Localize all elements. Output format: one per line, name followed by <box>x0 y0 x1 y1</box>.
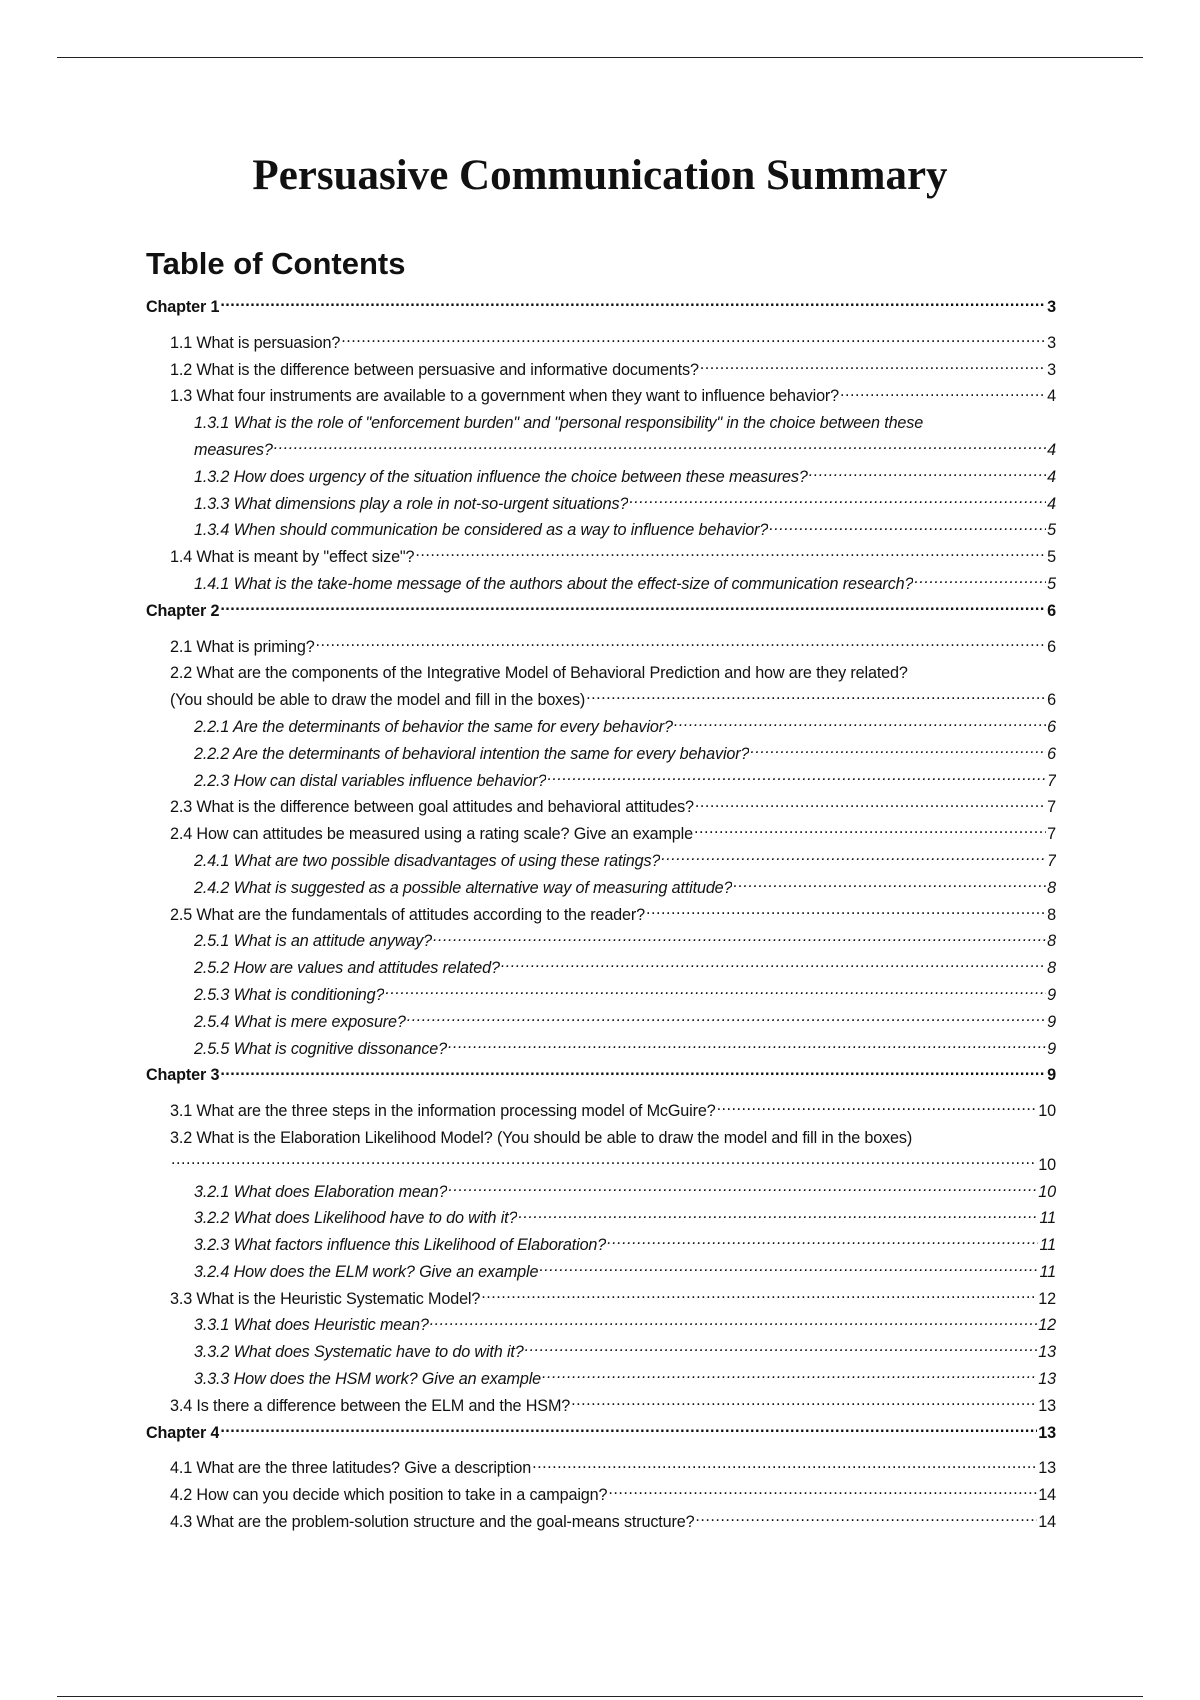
toc-entry-page-number: 11 <box>1039 1236 1056 1255</box>
toc-entry-continuation <box>170 1152 1056 1179</box>
toc-entry-page-number: 4 <box>1047 467 1056 486</box>
toc-entry-title: 2.5.5 What is cognitive dissonance? <box>194 1039 447 1058</box>
toc-chapter-entry[interactable] <box>146 1420 1056 1447</box>
toc-entry-title: Chapter 3 <box>146 1066 220 1085</box>
toc-entry-page-number: 3 <box>1047 360 1056 379</box>
toc-dot-leader <box>500 957 1046 973</box>
footer-rule <box>57 1696 1143 1697</box>
toc-entry[interactable] <box>146 1036 1056 1063</box>
toc-entry[interactable] <box>146 383 1056 410</box>
toc-entry-page-number: 12 <box>1038 1316 1056 1335</box>
toc-dot-leader <box>607 1484 1037 1500</box>
toc-entry-title: Chapter 2 <box>146 601 220 620</box>
toc-entry[interactable] <box>146 741 1056 768</box>
toc-entry[interactable] <box>146 848 1056 875</box>
toc-entry[interactable] <box>146 794 1056 821</box>
toc-entry-title: 2.5.4 What is mere exposure? <box>194 1012 406 1031</box>
toc-entry-page-number: 9 <box>1047 985 1056 1004</box>
toc-entry-title: 1.4.1 What is the take-home message of the authors about the effect-size of communication research? <box>194 574 914 593</box>
toc-entry-title: 3.1 What are the three steps in the information processing model of McGuire? <box>170 1102 716 1121</box>
toc-entry-title: 2.3 What is the difference between goal attitudes and behavioral attitudes? <box>170 798 694 817</box>
document-title: Persuasive Communication Summary <box>252 152 948 199</box>
toc-entry-title: 3.3 What is the Heuristic Systematic Model? <box>170 1289 481 1308</box>
toc-entry[interactable] <box>146 982 1056 1009</box>
toc-entry-page-number: 8 <box>1047 878 1056 897</box>
toc-dot-leader <box>541 1368 1037 1384</box>
toc-entry-page-number: 7 <box>1047 771 1056 790</box>
toc-dot-leader <box>839 385 1046 401</box>
toc-dot-leader <box>716 1100 1038 1116</box>
toc-dot-leader <box>340 332 1046 348</box>
toc-entry[interactable] <box>146 1125 1056 1179</box>
toc-entry-continuation <box>194 437 1056 464</box>
toc-entry-page-number: 7 <box>1047 825 1056 844</box>
toc-entry-page-number: 6 <box>1047 691 1056 710</box>
toc-entry-title: 3.3.1 What does Heuristic mean? <box>194 1316 429 1335</box>
toc-entry[interactable] <box>146 1455 1056 1482</box>
toc-entry[interactable] <box>146 1509 1056 1536</box>
toc-entry[interactable] <box>146 410 1056 464</box>
toc-entry-page-number: 5 <box>1047 574 1056 593</box>
toc-entry[interactable] <box>146 660 1056 714</box>
toc-entry-title: 1.3.3 What dimensions play a role in not-so-urgent situations? <box>194 494 629 513</box>
toc-entry-page-number: 11 <box>1039 1262 1056 1281</box>
table-of-contents <box>146 294 1056 1536</box>
toc-dot-leader <box>694 1511 1037 1527</box>
toc-entry-page-number: 8 <box>1047 959 1056 978</box>
toc-entry-title: 2.5.1 What is an attitude anyway? <box>194 932 433 951</box>
toc-entry[interactable] <box>146 1393 1056 1420</box>
toc-dot-leader <box>531 1457 1037 1473</box>
toc-entry-page-number: 6 <box>1047 601 1056 620</box>
toc-entry-title: 2.4 How can attitudes be measured using a rating scale? Give an example <box>170 825 693 844</box>
toc-entry-page-number: 9 <box>1047 1039 1056 1058</box>
toc-dot-leader <box>628 492 1046 508</box>
toc-dot-leader <box>570 1395 1037 1411</box>
toc-dot-leader <box>273 439 1046 455</box>
toc-entry-page-number: 8 <box>1047 905 1056 924</box>
toc-entry-title: 2.2.3 How can distal variables influence behavior? <box>194 771 547 790</box>
toc-entry-title: 1.3 What four instruments are available to a government when they want to influence behavior? <box>170 387 840 406</box>
toc-entry[interactable] <box>146 517 1056 544</box>
toc-entry-title: 3.4 Is there a difference between the ELM and the HSM? <box>170 1396 571 1415</box>
toc-entry[interactable] <box>146 928 1056 955</box>
toc-entry[interactable] <box>146 1259 1056 1286</box>
toc-dot-leader <box>913 573 1046 589</box>
toc-entry-title: 2.4.1 What are two possible disadvantages of using these ratings? <box>194 851 661 870</box>
toc-entry-title: 1.3.4 When should communication be considered as a way to influence behavior? <box>194 521 769 540</box>
toc-entry-title: 3.2.4 How does the ELM work? Give an example <box>194 1262 539 1281</box>
toc-entry-title: 1.4 What is meant by "effect size"? <box>170 548 415 567</box>
toc-entry[interactable] <box>146 1366 1056 1393</box>
toc-entry-page-number: 4 <box>1047 387 1056 406</box>
toc-entry-page-number: 10 <box>1038 1155 1056 1174</box>
toc-dot-leader <box>429 1314 1038 1330</box>
toc-entry-title-line-1: 2.2 What are the components of the Integrative Model of Behavioral Prediction and how are they related? <box>170 664 908 683</box>
toc-entry-page-number: 9 <box>1047 1066 1056 1085</box>
toc-dot-leader <box>406 1011 1046 1027</box>
toc-entry-title: 2.5 What are the fundamentals of attitudes according to the reader? <box>170 905 645 924</box>
toc-entry-page-number: 6 <box>1047 637 1056 656</box>
toc-entry[interactable] <box>146 1098 1056 1125</box>
toc-entry-title: 2.1 What is priming? <box>170 637 315 656</box>
toc-entry[interactable] <box>146 1179 1056 1206</box>
toc-entry-title-line-1: 1.3.1 What is the role of "enforcement burden" and "personal responsibility" in the choice between these <box>194 414 924 433</box>
toc-dot-leader <box>480 1288 1037 1304</box>
toc-entry[interactable] <box>146 491 1056 518</box>
toc-dot-leader <box>219 600 1046 616</box>
toc-entry-page-number: 6 <box>1047 717 1056 736</box>
toc-entry-page-number: 13 <box>1038 1423 1056 1442</box>
toc-dot-leader <box>517 1207 1038 1223</box>
toc-dot-leader <box>660 850 1046 866</box>
toc-entry-continuation <box>170 687 1056 714</box>
header-rule <box>57 57 1143 58</box>
toc-entry-page-number: 13 <box>1038 1459 1056 1478</box>
toc-entry[interactable] <box>146 1339 1056 1366</box>
toc-entry-page-number: 4 <box>1047 440 1056 459</box>
toc-dot-leader <box>768 519 1046 535</box>
toc-entry-title: 1.3.2 How does urgency of the situation influence the choice between these measures? <box>194 467 808 486</box>
toc-entry[interactable] <box>146 955 1056 982</box>
toc-dot-leader <box>732 877 1046 893</box>
toc-dot-leader <box>447 1180 1037 1196</box>
toc-entry-title-line-1: 3.2 What is the Elaboration Likelihood Model? (You should be able to draw the model and fill in the boxes) <box>170 1128 913 1147</box>
toc-entry[interactable] <box>146 1205 1056 1232</box>
toc-entry-title: 3.3.2 What does Systematic have to do with it? <box>194 1343 524 1362</box>
toc-entry[interactable] <box>146 768 1056 795</box>
toc-entry-page-number: 10 <box>1038 1182 1056 1201</box>
toc-entry[interactable] <box>146 464 1056 491</box>
toc-entry-title: Chapter 4 <box>146 1423 220 1442</box>
toc-dot-leader <box>673 716 1046 732</box>
toc-dot-leader <box>749 743 1046 759</box>
toc-entry-title: Chapter 1 <box>146 298 220 316</box>
toc-entry-title: 1.2 What is the difference between persuasive and informative documents? <box>170 360 699 379</box>
toc-entry-title: 2.5.2 How are values and attitudes related? <box>194 959 500 978</box>
toc-entry[interactable] <box>146 821 1056 848</box>
toc-entry[interactable] <box>146 634 1056 661</box>
toc-entry-page-number: 4 <box>1047 494 1056 513</box>
toc-entry-title: 4.3 What are the problem-solution structure and the goal-means structure? <box>170 1513 695 1532</box>
toc-entry-page-number: 5 <box>1047 548 1056 567</box>
toc-entry-page-number: 8 <box>1047 932 1056 951</box>
toc-entry-title: 3.2.3 What factors influence this Likelihood of Elaboration? <box>194 1236 607 1255</box>
toc-dot-leader <box>432 930 1046 946</box>
toc-entry[interactable] <box>146 1009 1056 1036</box>
toc-entry-page-number: 6 <box>1047 744 1056 763</box>
toc-entry-title: 2.2.2 Are the determinants of behavioral intention the same for every behavior? <box>194 744 750 763</box>
toc-entry[interactable] <box>146 1232 1056 1259</box>
toc-entry-page-number: 7 <box>1047 851 1056 870</box>
toc-dot-leader <box>414 546 1046 562</box>
toc-entry-title: 4.1 What are the three latitudes? Give a description <box>170 1459 532 1478</box>
toc-heading: Table of Contents <box>146 246 406 281</box>
toc-dot-leader <box>315 635 1047 651</box>
toc-entry-page-number: 11 <box>1039 1209 1056 1228</box>
toc-entry-page-number: 12 <box>1038 1289 1056 1308</box>
toc-entry-title: 2.2.1 Are the determinants of behavior the same for every behavior? <box>194 717 673 736</box>
toc-chapter-entry[interactable] <box>146 1062 1056 1089</box>
toc-entry-page-number: 14 <box>1038 1486 1056 1505</box>
toc-entry[interactable] <box>146 1286 1056 1313</box>
toc-dot-leader <box>693 823 1046 839</box>
toc-dot-leader <box>219 296 1046 312</box>
toc-entry[interactable] <box>146 875 1056 902</box>
toc-entry[interactable] <box>146 902 1056 929</box>
toc-entry-page-number: 3 <box>1047 298 1056 316</box>
toc-dot-leader <box>538 1261 1038 1277</box>
toc-chapter-entry[interactable] <box>146 598 1056 625</box>
toc-entry-title: 3.3.3 How does the HSM work? Give an example <box>194 1370 541 1389</box>
toc-entry-title: (You should be able to draw the model and fill in the boxes) <box>170 691 586 710</box>
toc-entry-page-number: 14 <box>1038 1513 1056 1532</box>
toc-dot-leader <box>447 1037 1046 1053</box>
toc-dot-leader <box>645 903 1046 919</box>
toc-entry-page-number: 13 <box>1038 1396 1056 1415</box>
toc-entry-page-number: 3 <box>1047 333 1056 352</box>
toc-entry-page-number: 13 <box>1038 1343 1056 1362</box>
toc-entry-page-number: 7 <box>1047 798 1056 817</box>
toc-entry-title: 2.5.3 What is conditioning? <box>194 985 385 1004</box>
toc-entry[interactable] <box>146 330 1056 357</box>
toc-entry-title: 3.2.1 What does Elaboration mean? <box>194 1182 448 1201</box>
toc-entry[interactable] <box>146 571 1056 598</box>
toc-entry[interactable] <box>146 1482 1056 1509</box>
toc-entry-title: 1.1 What is persuasion? <box>170 333 341 352</box>
toc-dot-leader <box>606 1234 1038 1250</box>
toc-entry[interactable] <box>146 1312 1056 1339</box>
toc-entry-page-number: 10 <box>1038 1102 1056 1121</box>
toc-dot-leader <box>524 1341 1038 1357</box>
toc-dot-leader <box>585 689 1046 705</box>
toc-entry-title: 3.2.2 What does Likelihood have to do with it? <box>194 1209 518 1228</box>
toc-entry[interactable] <box>146 544 1056 571</box>
toc-dot-leader <box>219 1064 1046 1080</box>
toc-entry-title: measures? <box>194 440 273 459</box>
toc-entry-page-number: 13 <box>1038 1370 1056 1389</box>
toc-dot-leader <box>694 796 1046 812</box>
toc-entry-title: 4.2 How can you decide which position to take in a campaign? <box>170 1486 608 1505</box>
toc-entry[interactable] <box>146 714 1056 741</box>
toc-entry[interactable] <box>146 357 1056 384</box>
toc-entry-page-number: 9 <box>1047 1012 1056 1031</box>
toc-dot-leader <box>219 1421 1037 1437</box>
toc-dot-leader <box>170 1154 1037 1170</box>
toc-entry-title: 2.4.2 What is suggested as a possible alternative way of measuring attitude? <box>194 878 733 897</box>
toc-chapter-entry[interactable] <box>146 294 1056 321</box>
toc-entry-page-number: 5 <box>1047 521 1056 540</box>
toc-dot-leader <box>546 769 1046 785</box>
toc-dot-leader <box>699 358 1046 374</box>
toc-dot-leader <box>384 984 1046 1000</box>
toc-dot-leader <box>808 466 1046 482</box>
